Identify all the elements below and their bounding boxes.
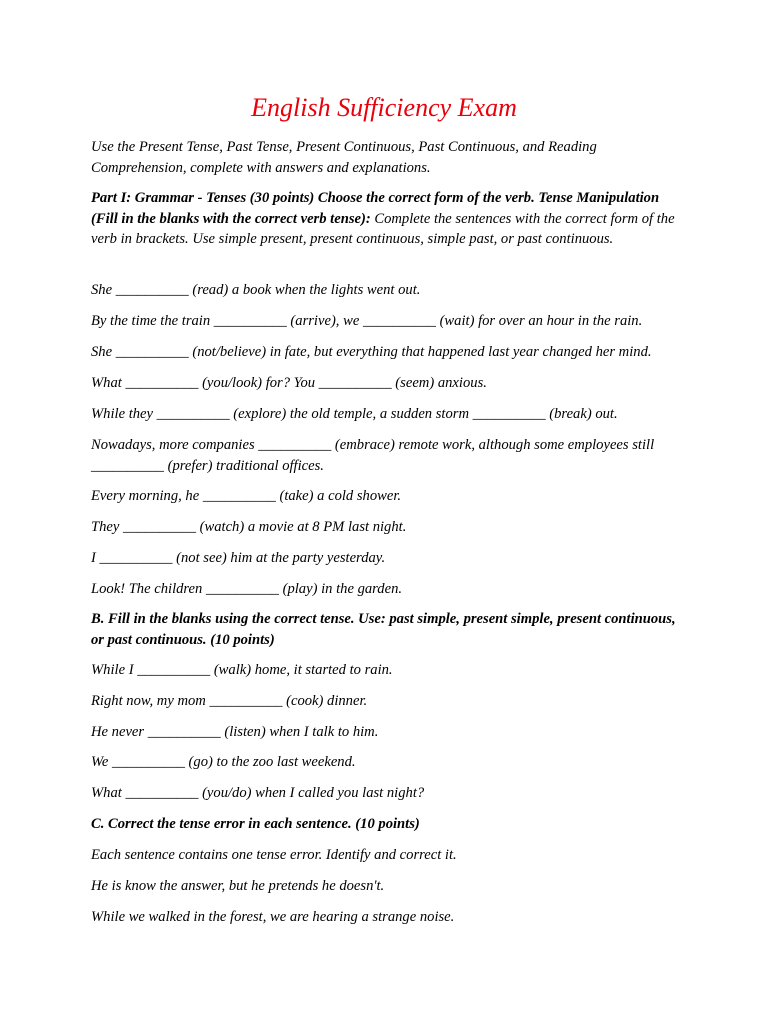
section-b-heading: B. Fill in the blanks using the correct tense. Use: past simple, present simple, present continuous, or past continuous. (10 points) bbox=[91, 611, 676, 648]
question-c2: While we walked in the forest, we are hearing a strange noise. bbox=[91, 909, 455, 925]
question-a8: They __________ (watch) a movie at 8 PM last night. bbox=[91, 519, 407, 535]
question-b5: What __________ (you/do) when I called you last night? bbox=[91, 785, 425, 801]
question-a9: I __________ (not see) him at the party yesterday. bbox=[91, 550, 386, 566]
question-c1: He is know the answer, but he pretends he doesn't. bbox=[91, 878, 385, 894]
part1-heading: Part I: Grammar - Tenses (30 points) Choose the correct form of the verb. Tense Manipulation (Fill in the blanks with the correct verb tense): bbox=[91, 190, 660, 227]
question-a7: Every morning, he __________ (take) a cold shower. bbox=[91, 488, 402, 504]
question-b3: He never __________ (listen) when I talk to him. bbox=[91, 724, 379, 740]
question-b2: Right now, my mom __________ (cook) dinner. bbox=[91, 693, 368, 709]
section-c-instruction: Each sentence contains one tense error. Identify and correct it. bbox=[91, 847, 457, 863]
part1-block bbox=[91, 188, 681, 250]
question-a3: She __________ (not/believe) in fate, but everything that happened last year changed her mind. bbox=[91, 344, 652, 360]
question-a4: What __________ (you/look) for? You __________ (seem) anxious. bbox=[91, 375, 487, 391]
intro-text: Use the Present Tense, Past Tense, Present Continuous, Past Continuous, and Reading Comprehension, complete with answers and explanations. bbox=[91, 139, 597, 176]
question-b1: While I __________ (walk) home, it started to rain. bbox=[91, 662, 393, 678]
question-a2: By the time the train __________ (arrive), we __________ (wait) for over an hour in the rain. bbox=[91, 313, 643, 329]
question-a6: Nowadays, more companies __________ (embrace) remote work, although some employees still __________ (prefer) traditional offices. bbox=[91, 437, 655, 474]
question-b4: We __________ (go) to the zoo last weekend. bbox=[91, 754, 356, 770]
page-title: English Sufficiency Exam bbox=[251, 93, 517, 122]
question-a5: While they __________ (explore) the old temple, a sudden storm __________ (break) out. bbox=[91, 406, 618, 422]
section-c-heading: C. Correct the tense error in each sentence. (10 points) bbox=[91, 816, 420, 832]
question-a10: Look! The children __________ (play) in the garden. bbox=[91, 581, 403, 597]
question-a1: She __________ (read) a book when the lights went out. bbox=[91, 282, 421, 298]
part1-instruction: Complete the sentences with the correct form of the verb in brackets. Use simple present, present continuous, simple past, or past continuous. bbox=[91, 210, 675, 247]
